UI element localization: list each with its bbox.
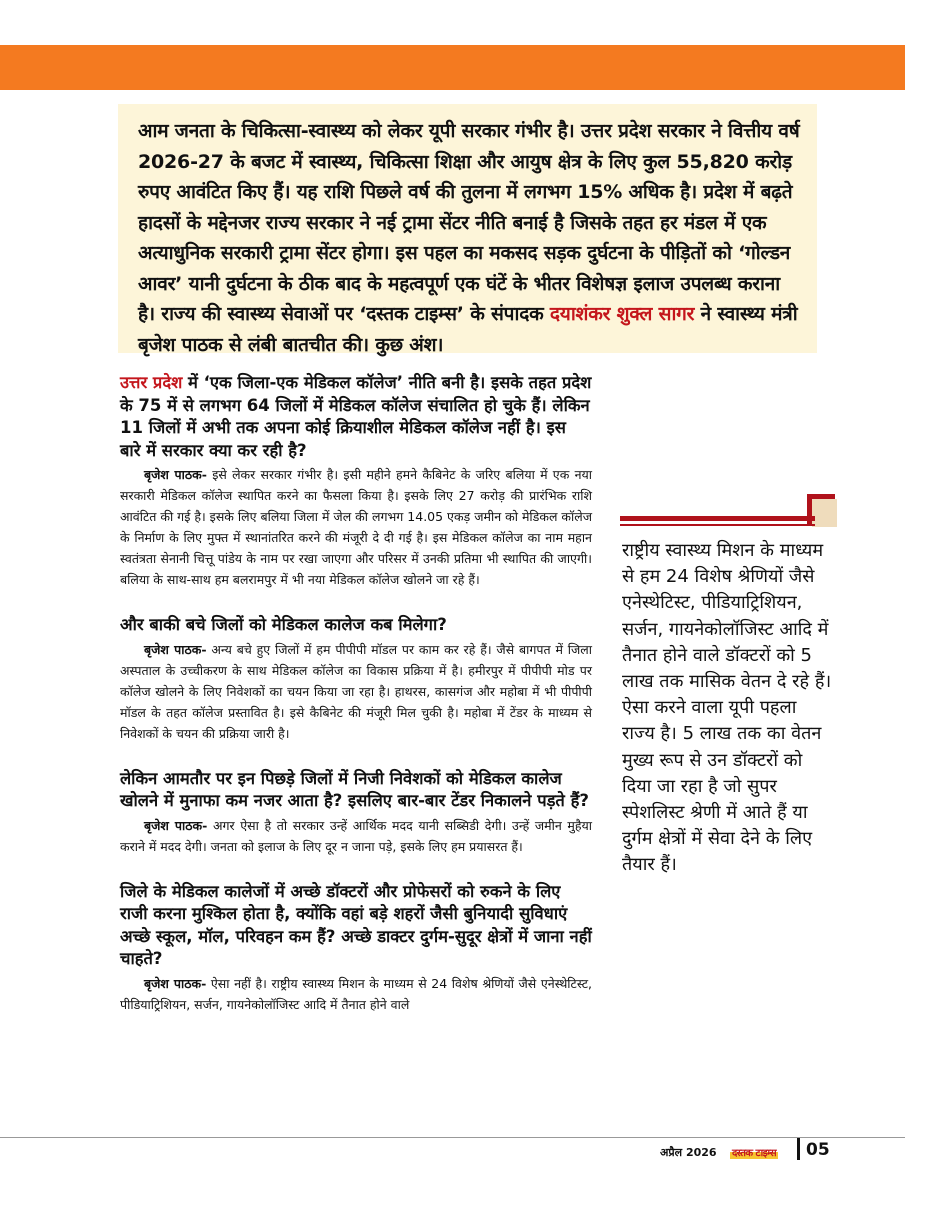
- pull-quote-corner-square: [812, 499, 837, 527]
- speaker-name: बृजेश पाठक-: [144, 817, 208, 833]
- author-name: दयाशंकर शुक्ल सागर: [549, 303, 695, 325]
- speaker-name: बृजेश पाठक-: [144, 641, 207, 657]
- answer: [120, 464, 592, 590]
- issue-date: अप्रैल 2026: [660, 1146, 717, 1159]
- answer: [120, 815, 592, 857]
- footer-divider: [0, 1137, 905, 1138]
- top-color-band: [0, 45, 905, 90]
- answer-text: अन्य बचे हुए जिलों में हम पीपीपी मॉडल पर काम कर रहे हैं। जैसे बागपत में जिला अस्पताल के उच्चीकरण के साथ मेडिकल कॉलेज का विकास प्रक्रिया में है। हमीरपुर में पीपीपी मोड पर कॉलेज खोलने के लिए निवेशकों का चयन किया जा रहा है। हाथरस, कासगंज और महोबा में भी पीपीपी मॉडल के तहत कॉलेज प्रस्तावित है। इसे कैबिनेट की मंजूरी मिल चुकी है। महोबा में टेंडर के माध्यम से निवेशकों के चयन की प्रक्रिया जारी है।: [120, 641, 593, 741]
- answer-text: इसे लेकर सरकार गंभीर है। इसी महीने हमने कैबिनेट के जरिए बलिया में एक नया सरकारी मेडिकल कॉलेज स्थापित करने का फैसला किया है। इसके लिए 27 करोड़ की प्रारंभिक राशि आवंटित की गई है। इसके लिए बलिया जिला में जेल की लगभग 14.05 एकड़ जमीन को मेडिकल कॉलेज के निर्माण के लिए मुफ्त में स्थानांतरित करने की मंजूरी दे दी गई है। इस मेडिकल कॉलेज का नाम महान स्वतंत्रता सेनानी चित्तू पांडेय के नाम पर रखा जाएगा और परिसर में उनकी प्रतिमा भी स्थापित की जाएगी। बलिया के साथ-साथ हम बलरामपुर में भी नया मेडिकल कॉलेज खोलने जा रहे हैं।: [120, 467, 593, 587]
- answer-text: ऐसा नहीं है। राष्ट्रीय स्वास्थ्य मिशन के माध्यम से 24 विशेष श्रेणियों जैसे एनेस्थेटिस्ट, पीडियाट्रिशियन, सर्जन, गायनेकोलॉजिस्ट आदि में तैनात होने वाले: [120, 975, 592, 1012]
- intro-text-part: आम जनता के चिकित्सा-स्वास्थ्य को लेकर यूपी सरकार गंभीर है। उत्तर प्रदेश सरकार ने वित्तीय वर्ष 2026-27 के बजट में स्वास्थ्य, चिकित्सा शिक्षा और आयुष क्षेत्र के लिए कुल 55,820 करोड़ रुपए आवंटित किए हैं। यह राशि पिछले वर्ष की तुलना में लगभग 15% अधिक है। प्रदेश में बढ़ते हादसों के मद्देनजर राज्य सरकार ने नई ट्रामा सेंटर नीति बनाई है जिसके तहत हर मंडल में एक अत्याधुनिक सरकारी ट्रामा सेंटर होगा। इस पहल का मकसद सड़क दुर्घटना के पीड़ितों को ‘गोल्डन आवर’ यानी दुर्घटना के ठीक बाद के महत्वपूर्ण एक घंटें के भीतर विशेषज्ञ इलाज उपलब्ध कराना है। राज्य की स्वास्थ्य सेवाओं पर ‘दस्तक टाइम्स’ के संपादक: [138, 120, 800, 325]
- interview-column: [120, 372, 592, 1015]
- magazine-logo: दस्तक टाइम्स: [730, 1145, 778, 1159]
- speaker-name: बृजेश पाठक-: [144, 975, 207, 991]
- question: [120, 372, 592, 462]
- question-lead: उत्तर प्रदेश: [120, 373, 183, 392]
- speaker-name: बृजेश पाठक-: [144, 467, 207, 482]
- footer-separator: [797, 1138, 800, 1160]
- intro-text-part: ने स्वास्थ्य मंत्री बृजेश पाठक से लंबी बातचीत की। कुछ अंश।: [138, 303, 798, 356]
- question: जिले के मेडिकल कालेजों में अच्छे डॉक्टरों और प्रोफेसरों को रुकने के लिए राजी करना मुश्किल होता है, क्योंकि वहां बड़े शहरों जैसी बुनियादी सुविधाएं अच्छे स्कूल, मॉल, परिवहन कम हैं? अच्छे डाक्टर दुर्गम-सुदूर क्षेत्रों में जाना नहीं चाहते?: [120, 881, 592, 968]
- answer-text: अगर ऐसा है तो सरकार उन्हें आर्थिक मदद यानी सब्सिडी देगी। उन्हें जमीन मुहैया कराने में मदद देगी। जनता को इलाज के लिए दूर न जाना पड़े, इसके लिए हम प्रयासरत हैं।: [120, 817, 592, 854]
- page-number: 05: [806, 1140, 830, 1160]
- intro-text: [138, 116, 801, 360]
- pull-quote-rule: [620, 524, 815, 526]
- question: और बाकी बचे जिलों को मेडिकल कालेज कब मिलेगा?: [120, 615, 447, 634]
- pull-quote-rule: [620, 516, 815, 521]
- question-text: में ‘एक जिला-एक मेडिकल कॉलेज’ नीति बनी है। इसके तहत प्रदेश के 75 में से लगभग 64 जिलों में मेडिकल कॉलेज संचालित हो चुके हैं। लेकिन 11 जिलों में अभी तक अपना कोई क्रियाशील मेडिकल कॉलेज नहीं है। इस बारे में सरकार क्या कर रही है?: [120, 373, 592, 460]
- pull-quote-text: राष्ट्रीय स्वास्थ्य मिशन के माध्यम से हम 24 विशेष श्रेणियों जैसे एनेस्थेटिस्ट, पीडियाट्रिशियन, सर्जन, गायनेकोलॉजिस्ट आदि में तैनात होने वाले डॉक्टरों को 5 लाख तक मासिक वेतन दे रहे हैं। ऐसा करने वाला यूपी पहला राज्य है। 5 लाख तक का वेतन मुख्य रूप से उन डॉक्टरों को दिया जा रहा है जो सुपर स्पेशलिस्ट श्रेणी में आते हैं या दुर्गम क्षेत्रों में सेवा देने के लिए तैयार हैं।: [622, 540, 832, 876]
- question: लेकिन आमतौर पर इन पिछड़े जिलों में निजी निवेशकों को मेडिकल कालेज खोलने में मुनाफा कम नजर आता है? इसलिए बार-बार टेंडर निकालने पड़ते हैं?: [120, 768, 589, 810]
- answer: [120, 973, 592, 1015]
- intro-box: [118, 104, 817, 356]
- answer: [120, 639, 592, 744]
